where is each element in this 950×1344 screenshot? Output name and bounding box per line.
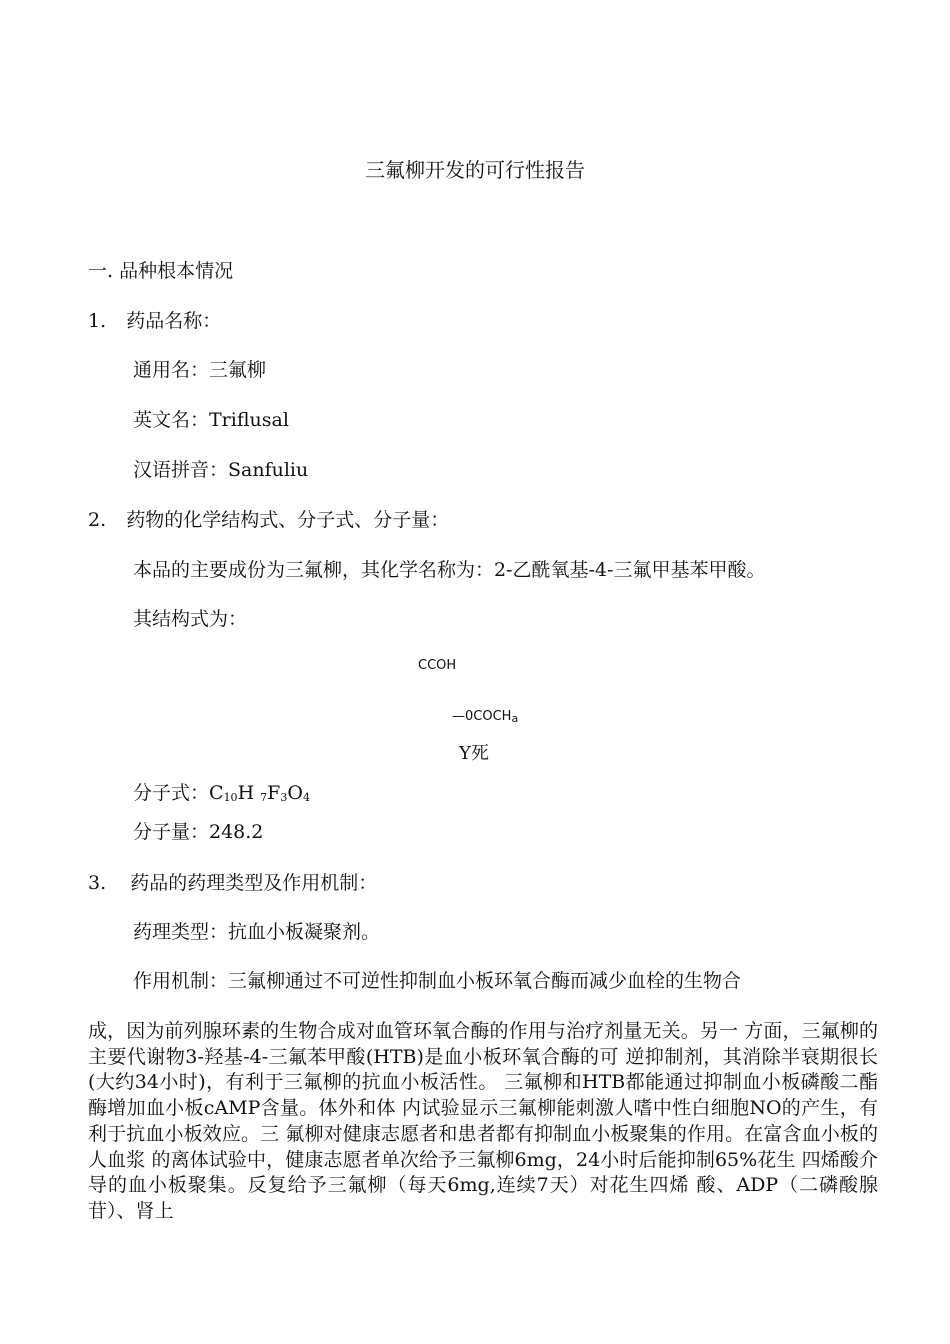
item-1-heading	[88, 309, 221, 333]
structure-line-1: CCOH	[418, 658, 457, 673]
mechanism-paragraph: 成，因为前列腺环素的生物合成对血管环氧合酶的作用与治疗剂量无关。另一 方面，三氟柳的主要代谢物3-羟基-4-三氟苯甲酸(HTB)是血小板环氧合酶的可 逆抑制剂，其消除半衰期很长(大约34小时)，有利于三氟柳的抗血小板活性。 三氟柳和HTB都能通过抑制血小板磷酸二酯酶增加血小板cAMP含量。体外和体 内试验显示三氟柳能刺激人嗜中性白细胞NO的产生，有利于抗血小板效应。三 氟柳对健康志愿者和患者都有抑制血小板聚集的作用。在富含血小板的人血浆 的离体试验中，健康志愿者单次给予三氟柳6mg，24小时后能抑制65%花生 四烯酸介导的血小板聚集。反复给予三氟柳（每天6mg,连续7天）对花生四烯 酸、ADP（二磷酸腺苷）、肾上	[88, 1020, 878, 1222]
mechanism-first-line: 作用机制：三氟柳通过不可逆性抑制血小板环氧合酶而减少血栓的生物合	[133, 970, 742, 992]
formula-c: C	[209, 782, 224, 804]
formula-label: 分子式：	[133, 782, 210, 804]
structure-line-2	[452, 705, 518, 731]
molecular-formula	[133, 781, 310, 810]
structure-label: 其结构式为：	[133, 608, 248, 630]
structure-line-2-sub: a	[511, 712, 519, 725]
section-heading: 一. 品种根本情况	[88, 260, 234, 282]
item-title: 药品名称：	[126, 310, 222, 332]
formula-f: F	[267, 782, 281, 804]
main-component-text: 本品的主要成份为三氟柳，其化学名称为：2-乙酰氧基-4-三氟甲基苯甲酸。	[133, 559, 766, 581]
document-title: 三氟柳开发的可行性报告	[365, 158, 585, 182]
formula-c-count: 10	[223, 791, 238, 804]
formula-h-count: 7	[260, 791, 268, 804]
generic-name: 通用名：三氟柳	[133, 359, 267, 381]
molecular-weight: 分子量：248.2	[133, 821, 264, 843]
item-2-heading	[88, 508, 449, 532]
item-title: 药品的药理类型及作用机制：	[130, 872, 378, 894]
pharmacology-type: 药理类型：抗血小板凝聚剂。	[133, 921, 381, 943]
structure-line-2-text: —0COCH	[452, 709, 512, 724]
formula-o: O	[287, 782, 303, 804]
item-title: 药物的化学结构式、分子式、分子量：	[126, 509, 450, 531]
item-number: 3.	[88, 872, 107, 894]
formula-h: H	[237, 782, 261, 804]
structure-line-3: Y死	[459, 743, 489, 764]
formula-o-count: 4	[302, 791, 310, 804]
item-number: 1.	[88, 310, 107, 332]
item-3-heading	[88, 871, 377, 895]
item-number: 2.	[88, 509, 107, 531]
english-name: 英文名：Triflusal	[133, 409, 289, 431]
formula-f-count: 3	[280, 791, 288, 804]
pinyin-name: 汉语拼音：Sanfuliu	[133, 459, 309, 481]
